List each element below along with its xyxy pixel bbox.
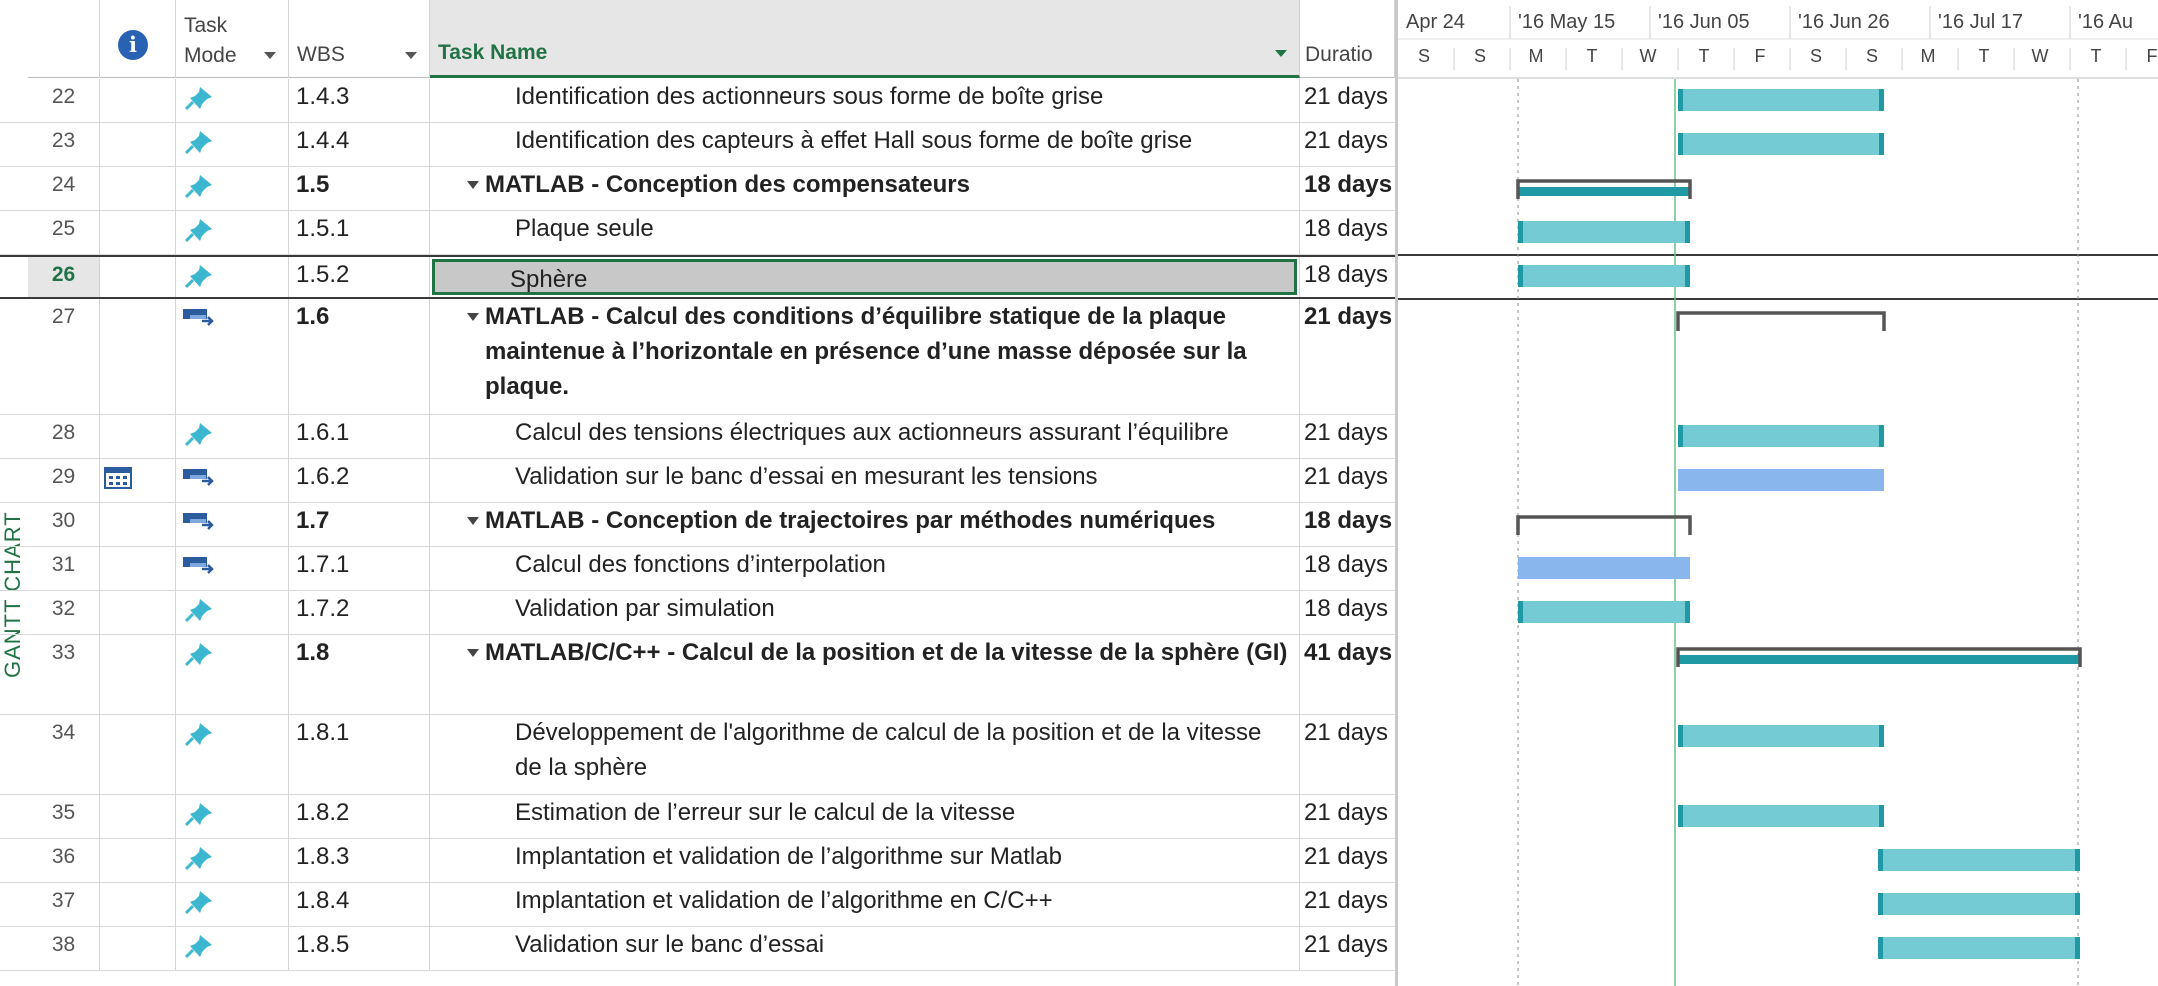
duration-cell[interactable]: 21 days [1304,843,1389,870]
row-id[interactable]: 28 [28,415,100,458]
task-row[interactable] [0,503,1395,547]
task-mode-cell[interactable] [176,167,289,210]
wbs-cell[interactable]: 1.7.2 [289,591,430,634]
row-indicators [100,257,176,297]
column-header-id[interactable] [28,0,100,78]
task-bar-end-cap [1879,89,1884,111]
summary-bracket [1678,313,1884,331]
duration-cell[interactable]: 18 days [1304,261,1389,288]
timescale-minor-label: W [2031,46,2049,66]
summary-bar [1678,655,2080,664]
wbs-cell[interactable]: 1.5.1 [289,211,430,254]
duration-cell[interactable]: 18 days [1304,507,1393,534]
task-name-cell[interactable] [430,839,1300,882]
task-mode-cell[interactable] [176,547,289,590]
task-mode-cell[interactable] [176,123,289,166]
task-row[interactable] [0,415,1395,459]
wbs-cell[interactable]: 1.4.3 [289,79,430,122]
row-id[interactable]: 23 [28,123,100,166]
timescale-minor-label: S [1809,46,1823,66]
task-bar [1518,601,1690,623]
filter-arrow-icon[interactable] [1275,50,1287,57]
task-mode-cell[interactable] [176,591,289,634]
collapse-triangle-icon[interactable] [467,517,479,525]
row-id[interactable]: 34 [28,715,100,794]
task-bar [1878,893,2080,915]
task-name: Développement de l'algorithme de calcul de la position et de la vitesse de la sphère [515,719,1262,781]
task-bar [1678,89,1884,111]
row-id[interactable]: 24 [28,167,100,210]
task-name: Plaque seule [515,215,654,242]
task-bar-end-cap [1685,601,1690,623]
task-bar-end-cap [1879,425,1884,447]
task-bar [1518,265,1690,287]
task-name: Validation sur le banc d’essai [515,931,825,958]
wbs-cell[interactable]: 1.8 [289,635,430,714]
task-bar-end-cap [1685,265,1690,287]
task-row[interactable] [0,299,1395,415]
timescale-major-label: '16 Jun 05 [1658,11,1750,33]
timescale-major-label: Apr 24 [1406,11,1465,33]
column-header-duration[interactable] [1300,0,1395,78]
column-header-task-name[interactable] [430,0,1300,78]
task-bar-start-cap [1878,937,1883,959]
duration-cell[interactable]: 21 days [1304,303,1393,330]
row-id[interactable]: 25 [28,211,100,254]
task-mode-cell[interactable] [176,415,289,458]
task-row[interactable] [0,635,1395,715]
task-name: Estimation de l’erreur sur le calcul de la vitesse [515,799,1016,826]
task-bar-end-cap [1685,221,1690,243]
task-mode-cell[interactable] [176,257,289,297]
wbs-cell[interactable]: 1.5 [289,167,430,210]
row-indicators [100,795,176,838]
timescale-minor-label: S [1473,46,1487,66]
duration-cell[interactable]: 18 days [1304,215,1389,242]
chevron-down-icon[interactable] [405,52,417,59]
timescale-minor-label: M [1528,46,1544,66]
task-mode-cell[interactable] [176,839,289,882]
task-row[interactable] [0,459,1395,503]
wbs-cell[interactable]: 1.6 [289,299,430,414]
duration-label: Duratio [1305,43,1373,66]
task-bar-start-cap [1678,805,1683,827]
task-row[interactable] [0,839,1395,883]
row-indicators [100,211,176,254]
summary-bracket [1518,517,1690,535]
task-name-cell[interactable] [430,795,1300,838]
task-mode-cell[interactable] [176,927,289,970]
task-mode-label: Task Mode [184,14,237,67]
timescale-major-label: '16 Jul 17 [1938,11,2023,33]
task-name: Calcul des tensions électriques aux actionneurs assurant l’équilibre [515,419,1229,446]
task-mode-cell[interactable] [176,635,289,714]
row-indicators [100,299,176,414]
duration-cell[interactable]: 21 days [1304,931,1389,958]
timescale-minor-label: S [1417,46,1431,66]
task-bar-start-cap [1678,725,1683,747]
wbs-cell[interactable]: 1.4.4 [289,123,430,166]
task-bar-start-cap [1518,265,1523,287]
task-name-cell[interactable] [430,257,1300,297]
task-mode-cell[interactable] [176,459,289,502]
task-mode-cell[interactable] [176,503,289,546]
task-row[interactable] [0,883,1395,927]
wbs-label: WBS [297,43,345,66]
task-name-label: Task Name [438,41,548,64]
task-name-cell[interactable] [430,503,1300,546]
task-bar-end-cap [1879,133,1884,155]
task-row[interactable] [0,927,1395,971]
duration-cell[interactable]: 18 days [1304,171,1393,198]
row-indicators [100,167,176,210]
gantt-chart [1398,0,2158,986]
task-name-cell[interactable] [430,415,1300,458]
task-bar [1678,725,1884,747]
row-id[interactable]: 36 [28,839,100,882]
wbs-cell[interactable]: 1.8.5 [289,927,430,970]
task-name-cell[interactable] [430,123,1300,166]
task-name-cell[interactable] [430,299,1300,414]
row-indicators [100,123,176,166]
task-name: Validation sur le banc d’essai en mesurant les tensions [515,463,1098,490]
task-name-cell[interactable] [430,883,1300,926]
row-indicators [100,503,176,546]
task-name-cell[interactable] [430,459,1300,502]
row-id[interactable]: 32 [28,591,100,634]
task-name: MATLAB/C/C++ - Calcul de la position et de la vitesse de la sphère (GI) [485,639,1288,666]
timescale-major-label: '16 May 15 [1518,11,1616,33]
task-bar-end-cap [1879,725,1884,747]
task-bar [1678,469,1884,491]
task-bar-end-cap [2075,893,2080,915]
duration-cell[interactable]: 21 days [1304,127,1389,154]
duration-cell[interactable]: 41 days [1304,639,1393,666]
timescale-minor-label: T [1978,46,1990,66]
task-name-cell[interactable] [430,715,1300,794]
task-bar [1878,937,2080,959]
column-header-task-mode[interactable] [176,0,289,78]
wbs-cell[interactable]: 1.6.1 [289,415,430,458]
row-id[interactable]: 30 [28,503,100,546]
task-name: Calcul des fonctions d’interpolation [515,551,886,578]
task-mode-cell[interactable] [176,79,289,122]
task-name: MATLAB - Conception des compensateurs [485,171,970,198]
collapse-triangle-icon[interactable] [467,649,479,657]
task-bar-start-cap [1678,133,1683,155]
row-indicators [100,79,176,122]
wbs-cell[interactable]: 1.7 [289,503,430,546]
task-name: Identification des actionneurs sous forme de boîte grise [515,83,1104,110]
task-row[interactable] [0,211,1395,255]
duration-cell[interactable]: 21 days [1304,719,1389,746]
wbs-cell[interactable]: 1.5.2 [289,257,430,297]
row-id[interactable]: 31 [28,547,100,590]
task-bar-end-cap [2075,937,2080,959]
task-row[interactable] [0,795,1395,839]
task-name: MATLAB - Calcul des conditions d’équilibre statique de la plaque maintenue à l’horizontale en présence d’une masse déposée sur la plaque. [485,303,1247,400]
task-row[interactable] [0,591,1395,635]
row-indicators [100,635,176,714]
task-mode-cell[interactable] [176,299,289,414]
timescale-minor-label: S [1865,46,1879,66]
row-id[interactable]: 37 [28,883,100,926]
timescale-major-label: '16 Jun 26 [1798,11,1890,33]
duration-cell[interactable]: 21 days [1304,799,1389,826]
timescale-minor-label: M [1920,46,1936,66]
task-name: Validation par simulation [515,595,775,622]
task-mode-cell[interactable] [176,795,289,838]
task-bar-start-cap [1878,893,1883,915]
row-indicators [100,591,176,634]
row-indicators [100,839,176,882]
task-bar [1678,425,1884,447]
task-row[interactable] [0,547,1395,591]
task-name-cell[interactable] [430,79,1300,122]
collapse-triangle-icon[interactable] [467,313,479,321]
task-bar [1518,221,1690,243]
column-header-indicators[interactable] [100,0,176,78]
task-name: Sphère [510,266,588,293]
task-name-cell[interactable] [430,591,1300,634]
task-bar-start-cap [1518,601,1523,623]
task-bar-start-cap [1678,89,1683,111]
row-id[interactable]: 33 [28,635,100,714]
task-name: MATLAB - Conception de trajectoires par méthodes numériques [485,507,1216,534]
duration-cell[interactable]: 21 days [1304,887,1389,914]
task-name: Implantation et validation de l’algorithme sur Matlab [515,843,1062,870]
wbs-cell[interactable]: 1.8.2 [289,795,430,838]
task-bar [1878,849,2080,871]
task-mode-cell[interactable] [176,715,289,794]
wbs-cell[interactable]: 1.7.1 [289,547,430,590]
timescale-minor-label: T [2090,46,2102,66]
chevron-down-icon[interactable] [264,52,276,59]
duration-cell[interactable]: 18 days [1304,595,1389,622]
row-indicators [100,883,176,926]
row-id[interactable]: 38 [28,927,100,970]
timescale-minor-label: F [1754,46,1766,66]
row-id[interactable]: 29 [28,459,100,502]
timescale-major-label: '16 Au [2078,11,2133,33]
row-indicators [100,415,176,458]
row-indicators [100,927,176,970]
task-row[interactable] [0,715,1395,795]
row-indicators [100,459,176,502]
timescale-minor-label: W [1639,46,1657,66]
view-label[interactable]: GANTT CHART [0,511,25,678]
task-row[interactable] [0,123,1395,167]
row-id[interactable]: 27 [28,299,100,414]
task-bar-start-cap [1878,849,1883,871]
task-name-cell[interactable] [430,547,1300,590]
timescale-minor-label: T [1698,46,1710,66]
wbs-cell[interactable]: 1.8.1 [289,715,430,794]
task-name: Implantation et validation de l’algorithme en C/C++ [515,887,1053,914]
task-name-cell[interactable] [430,635,1300,714]
duration-cell[interactable]: 21 days [1304,419,1389,446]
duration-cell[interactable]: 21 days [1304,83,1389,110]
row-id[interactable]: 22 [28,79,100,122]
duration-cell[interactable]: 21 days [1304,463,1389,490]
task-bar-start-cap [1678,425,1683,447]
task-row[interactable] [0,79,1395,123]
wbs-cell[interactable]: 1.6.2 [289,459,430,502]
task-row[interactable] [0,255,1395,299]
row-id[interactable]: 35 [28,795,100,838]
task-bar [1678,133,1884,155]
row-indicators [100,547,176,590]
task-name-cell[interactable] [430,927,1300,970]
task-mode-cell[interactable] [176,211,289,254]
wbs-cell[interactable]: 1.8.4 [289,883,430,926]
column-header-wbs[interactable] [289,0,430,78]
task-name-cell[interactable] [430,211,1300,254]
collapse-triangle-icon[interactable] [467,181,479,189]
timescale-minor-label: T [1586,46,1598,66]
wbs-cell[interactable]: 1.8.3 [289,839,430,882]
timescale-minor-label: F [2146,46,2158,66]
task-name: Identification des capteurs à effet Hall sous forme de boîte grise [515,127,1193,154]
task-bar-end-cap [1879,805,1884,827]
summary-bar [1518,187,1690,196]
duration-cell[interactable]: 18 days [1304,551,1389,578]
task-bar [1678,805,1884,827]
task-bar [1518,557,1690,579]
row-id[interactable]: 26 [28,257,100,297]
task-bar-end-cap [2075,849,2080,871]
task-name-cell[interactable] [430,167,1300,210]
row-indicators [100,715,176,794]
task-mode-cell[interactable] [176,883,289,926]
task-bar-start-cap [1518,221,1523,243]
info-icon: i [118,30,148,60]
task-row[interactable] [0,167,1395,211]
